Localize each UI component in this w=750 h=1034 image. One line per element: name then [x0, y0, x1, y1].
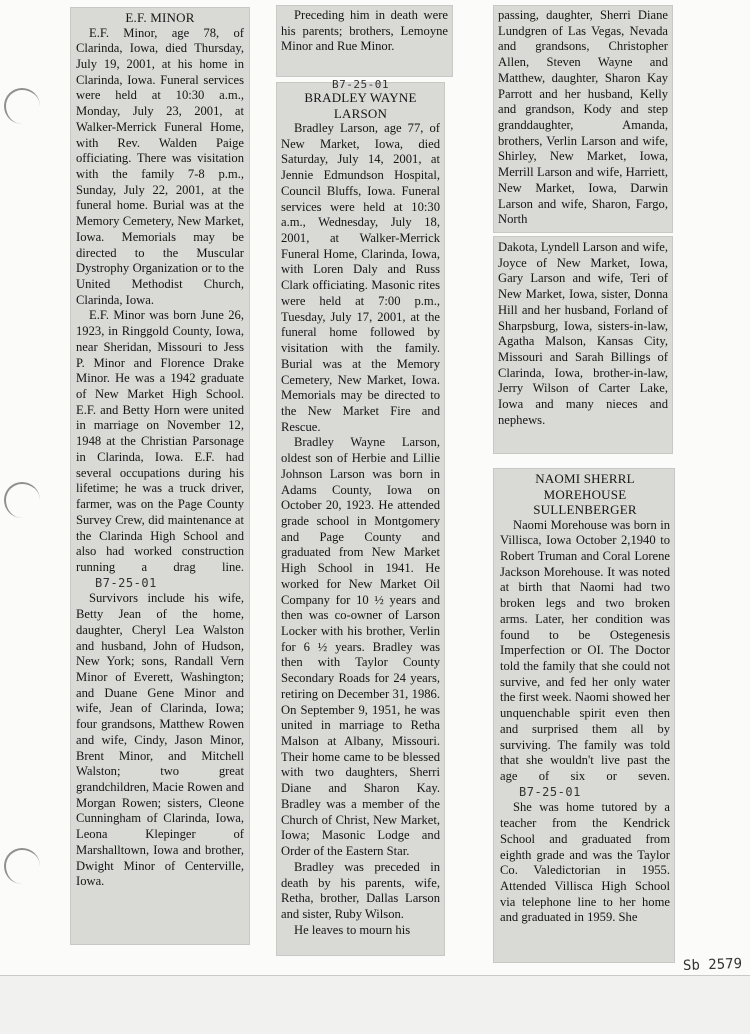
- obituary-larson: [281, 80, 440, 938]
- paragraph: Preceding him in death were his parents; brothers, Lemoyne Minor and Rue Minor.: [281, 8, 448, 54]
- paragraph: Bradley was preceded in death by his parents, wife, Retha, brother, Dallas Larson and sister, Ruby Wilson.: [281, 859, 440, 921]
- obituary-larson-continued: [498, 8, 668, 228]
- obituary-minor: [76, 10, 244, 890]
- obituary-heading: E.F. MINOR: [125, 10, 195, 25]
- paragraph-text: E.F. Minor was born June 26, 1923, in Ringgold County, Iowa, near Sheridan, Missouri to Jess P. Minor and Florence Drake Minor. He was a 1942 graduate of New Market High School. E.F. and Betty Horn were united in marriage on November 12, 1948 at the Christian Parsonage in Clarinda, Iowa. E.F. had several occupations during his lifetime; he was a truck driver, farmer, was on the Page County Survey Crew, did maintenance at the Clarinda High School and also had worked construction running a drag line.: [76, 308, 244, 574]
- handwritten-date: B7-25-01: [332, 78, 389, 91]
- obituary-heading: MOREHOUSE: [543, 486, 627, 502]
- page-mark: Sb 2579: [682, 955, 743, 975]
- obituary-heading: SULLENBERGER: [533, 502, 637, 517]
- paragraph: passing, daughter, Sherri Diane Lundgren of Las Vegas, Nevada and grandsons, Christopher Allen, Steven Wayne and Matthew, daughter, Sharon Kay Parrott and her husband, Kelly and grandson, Kody and step granddaughter, Amanda, brothers, Verlin Larson and wife, Shirley, New Market, Iowa, Merrill Larson and wife, Harriett, New Market, Iowa, Darwin Larson and wife, Sharon, Fargo, North: [498, 8, 668, 227]
- obituary-heading: BRADLEY WAYNE: [304, 90, 417, 105]
- obituary-sullenberger: [500, 471, 670, 926]
- paragraph: [500, 518, 670, 801]
- paragraph: Survivors include his wife, Betty Jean of the home, daughter, Cheryl Lea Walston and husband, John of Hudson, New York; sons, Randall Vern Minor of Everett, Washington; and Duane Gene Minor and wife, Jean of Clarinda, Iowa; four grandsons, Matthew Rowen and wife, Cindy, Jason Minor, Brent Minor, and Mitchell Walston; two great grandchildren, Macie Rowen and Morgan Rowen; sisters, Cleone Cunningham of Clarinda, Iowa, Leona Klepinger of Marshalltown, Iowa and brother, Dwight Minor of Centerville, Iowa.: [76, 591, 244, 889]
- obituary-larson-continued: [498, 240, 668, 429]
- punch-hole: [4, 848, 40, 884]
- paragraph: E.F. Minor, age 78, of Clarinda, Iowa, died Thursday, July 19, 2001, at his home in Clarinda, Iowa. Funeral services were held at 10:30 a.m., Monday, July 23, 2001, at Walker-Merrick Funeral Home, with Rev. Walden Paige officiating. There was visitation with the family 7-8 p.m., Sunday, July 22, 2001, at the funeral home. Burial was at the Memory Cemetery, New Market, Iowa. Memorials may be directed to the Muscular Dystrophy Organization or to the United Methodist Church, Clarinda, Iowa.: [76, 25, 244, 307]
- paragraph: Dakota, Lyndell Larson and wife, Joyce of New Market, Iowa, Gary Larson and wife, Teri of New Market, Iowa, sister, Donna Hill and her husband, Forland of Sharpsburg, Iowa, sisters-in-law, Agatha Malson, Kansas City, Missouri and Sarah Billings of Clarinda, Iowa, brother-in-law, Jerry Wilson of Carter Lake, Iowa and many nieces and nephews.: [498, 240, 668, 427]
- punch-hole: [4, 482, 40, 518]
- paragraph: She was home tutored by a teacher from the Kendrick School and graduated from eighth grade and was the Taylor Co. Valedictorian in 1955. Attended Villisca High School via telephone line to her home and graduated in 1959. She: [500, 800, 670, 925]
- paragraph-text: Naomi Morehouse was born in Villisca, Iowa October 2,1940 to Robert Truman and Coral Lorene Jackson Morehouse. It was noted at birth that Naomi had two broken legs and two broken arms. Later, her condition was found to be Ostegenesis Imperfection or OI. The Doctor told the family that she could not survive, and fed her only water the first week. Naomi showed her unquenchable spirit even then and surprised them all by surviving. The family was told that she wouldn't live past the age of six or seven.: [500, 517, 670, 783]
- obituary-heading: LARSON: [333, 105, 388, 121]
- paragraph: He leaves to mourn his: [294, 922, 411, 937]
- obituary-minor-continued: [281, 8, 448, 55]
- handwritten-date: B7-25-01: [519, 784, 581, 799]
- handwritten-date: B7-25-01: [95, 575, 157, 590]
- paragraph: Bradley Wayne Larson, oldest son of Herbie and Lillie Johnson Larson was born in Adams County, Iowa on October 20, 1923. He attended grade school in Montgomery and Page County and graduated from New Market High School in 1941. He worked for New Market Oil Company for 10 ½ years and then was co-owner of Larson Locker with his brother, Verlin for 6 ½ years. Bradley was then with Taylor County Secondary Roads for 24 years, retiring on December 31, 1986. On September 9, 1951, he was united in marriage to Retha Malson at Albany, Missouri. Their home came to be blessed with two daughters, Sherri Diane and Sharon Kay. Bradley was a member of the Church of Christ, New Market, Iowa; Masonic Lodge and Order of the Eastern Star.: [281, 435, 440, 859]
- obituary-heading: NAOMI SHERRL: [535, 471, 635, 486]
- scanner-bed-edge: [0, 975, 750, 1034]
- paragraph: Bradley Larson, age 77, of New Market, Iowa, died Saturday, July 14, 2001, at Jennie Edmundson Hospital, Council Bluffs, Iowa. Funeral services were held at 10:30 a.m., Wednesday, July 18, 2001, at Walker-Merrick Funeral Home, Clarinda, Iowa, with Loren Daly and Russ Clark officiating. Masonic rites were held at 7:00 p.m., Tuesday, July 17, 2001, at the funeral home followed by visitation with the family. Burial was at the Memory Cemetery, New Market, Iowa. Memorials may be directed to the New Market Fire and Rescue.: [281, 121, 440, 434]
- punch-hole: [4, 88, 40, 124]
- paragraph: [76, 308, 244, 591]
